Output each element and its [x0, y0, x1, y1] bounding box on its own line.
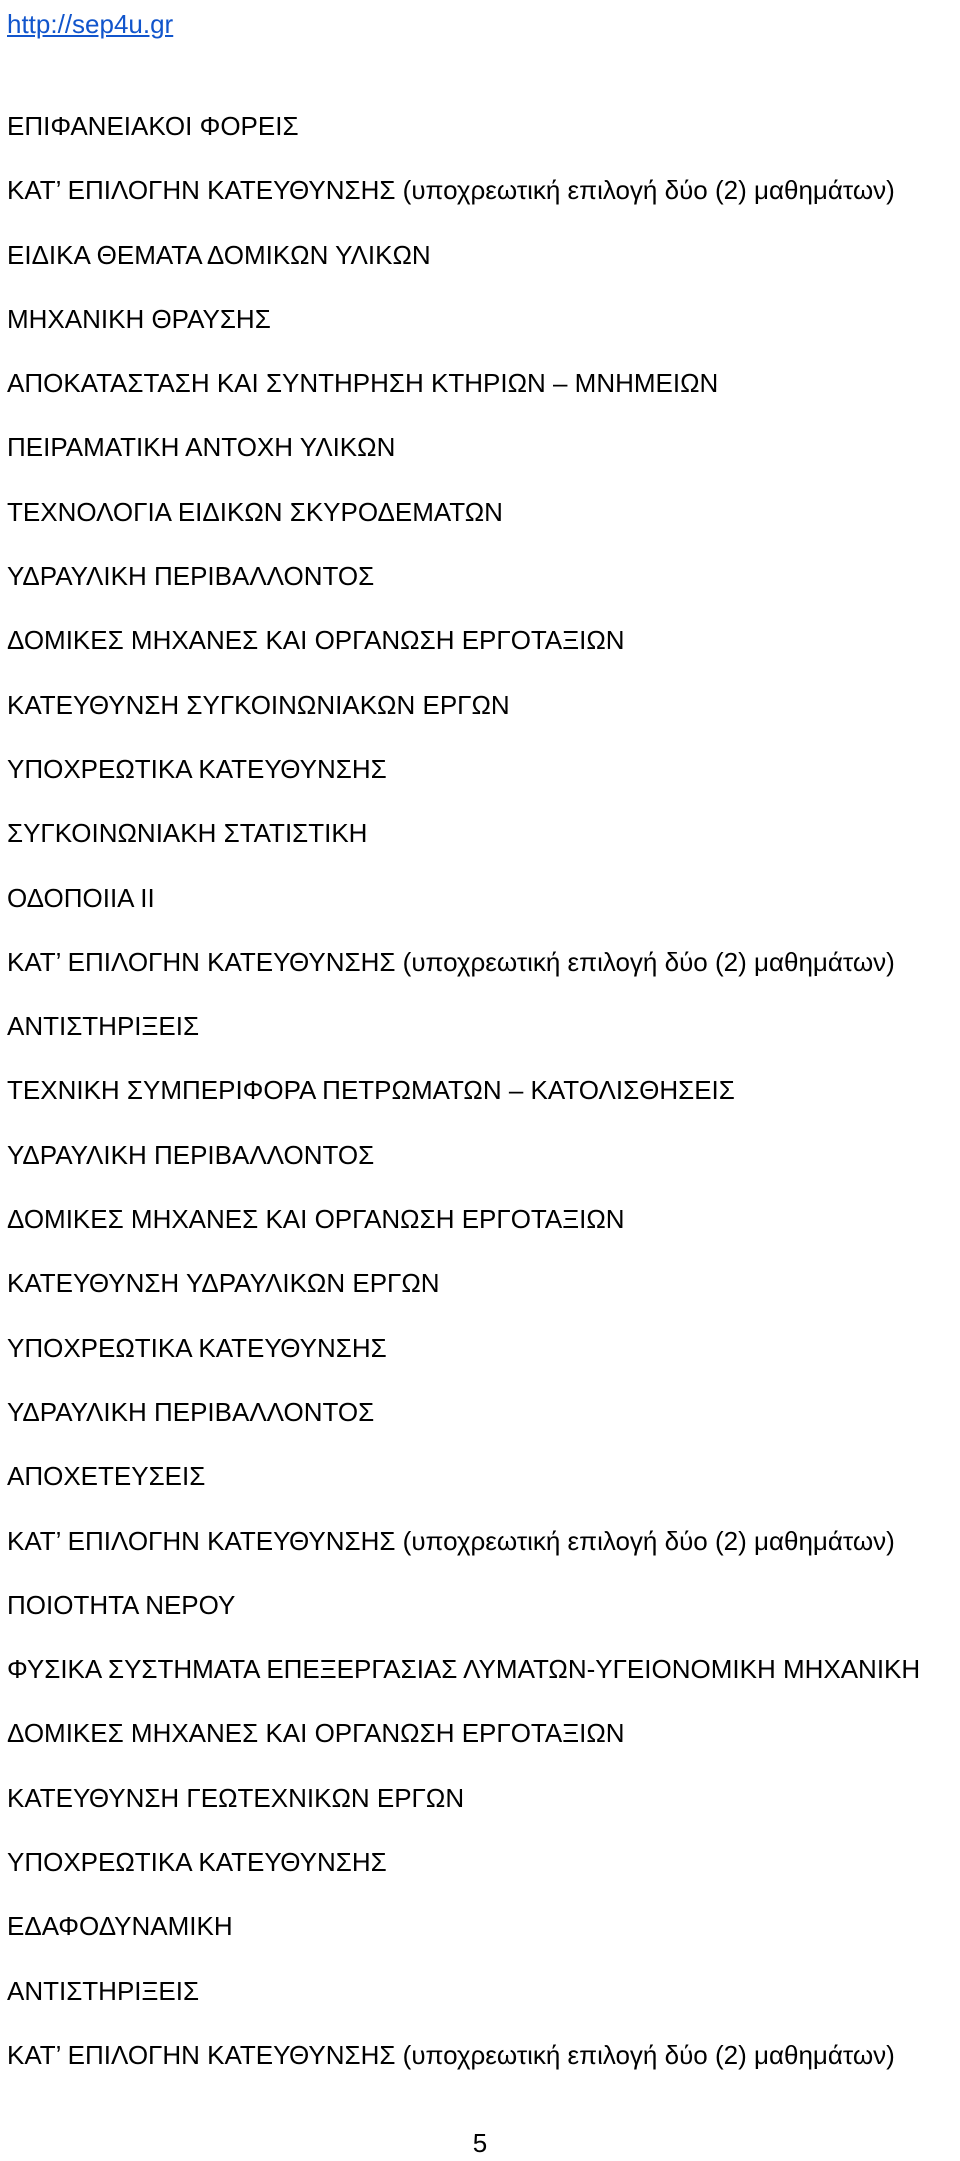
- text-line: ΔΟΜΙΚΕΣ ΜΗΧΑΝΕΣ ΚΑΙ ΟΡΓΑΝΩΣΗ ΕΡΓΟΤΑΞΙΩΝ: [7, 1204, 625, 1235]
- text-line: ΥΔΡΑΥΛΙΚΗ ΠΕΡΙΒΑΛΛΟΝΤΟΣ: [7, 1139, 375, 1170]
- course-list: [7, 106, 953, 2099]
- text-line: ΦΥΣΙΚΑ ΣΥΣΤΗΜΑΤΑ ΕΠΕΞΕΡΓΑΣΙΑΣ ΛΥΜΑΤΩΝ-ΥΓΕΙΟΝΟΜΙΚΗ ΜΗΧΑΝΙΚΗ: [7, 1654, 921, 1685]
- sep4u-link[interactable]: http://sep4u.gr: [7, 9, 174, 39]
- text-line: ΤΕΧΝΙΚΗ ΣΥΜΠΕΡΙΦΟΡΑ ΠΕΤΡΩΜΑΤΩΝ – ΚΑΤΟΛΙΣΘΗΣΕΙΣ: [7, 1075, 735, 1106]
- text-line: ΥΠΟΧΡΕΩΤΙΚΑ ΚΑΤΕΥΘΥΝΣΗΣ: [7, 1847, 387, 1878]
- text-line: ΤΕΧΝΟΛΟΓΙΑ ΕΙΔΙΚΩΝ ΣΚΥΡΟΔΕΜΑΤΩΝ: [7, 496, 503, 527]
- text-line: ΑΝΤΙΣΤΗΡΙΞΕΙΣ: [7, 1975, 200, 2006]
- text-line: ΚΑΤΕΥΘΥΝΣΗ ΣΥΓΚΟΙΝΩΝΙΑΚΩΝ ΕΡΓΩΝ: [7, 689, 510, 720]
- text-line: ΚΑΤ’ ΕΠΙΛΟΓΗΝ ΚΑΤΕΥΘΥΝΣΗΣ (υποχρεωτική επιλογή δύο (2) μαθημάτων): [7, 946, 895, 977]
- text-line: ΔΟΜΙΚΕΣ ΜΗΧΑΝΕΣ ΚΑΙ ΟΡΓΑΝΩΣΗ ΕΡΓΟΤΑΞΙΩΝ: [7, 625, 625, 656]
- text-line: ΥΠΟΧΡΕΩΤΙΚΑ ΚΑΤΕΥΘΥΝΣΗΣ: [7, 753, 387, 784]
- text-line: ΕΠΙΦΑΝΕΙΑΚΟΙ ΦΟΡΕΙΣ: [7, 111, 299, 141]
- text-line: ΥΔΡΑΥΛΙΚΗ ΠΕΡΙΒΑΛΛΟΝΤΟΣ: [7, 561, 375, 592]
- text-line: ΣΥΓΚΟΙΝΩΝΙΑΚΗ ΣΤΑΤΙΣΤΙΚΗ: [7, 818, 368, 849]
- text-line: ΥΠΟΧΡΕΩΤΙΚΑ ΚΑΤΕΥΘΥΝΣΗΣ: [7, 1332, 387, 1363]
- text-line: ΕΔΑΦΟΔΥΝΑΜΙΚΗ: [7, 1911, 233, 1942]
- text-line: ΚΑΤΕΥΘΥΝΣΗ ΥΔΡΑΥΛΙΚΩΝ ΕΡΓΩΝ: [7, 1268, 440, 1299]
- page-number: 5: [472, 2128, 488, 2158]
- text-line: ΚΑΤ’ ΕΠΙΛΟΓΗΝ ΚΑΤΕΥΘΥΝΣΗΣ (υποχρεωτική επιλογή δύο (2) μαθημάτων): [7, 175, 895, 206]
- text-line: ΠΕΙΡΑΜΑΤΙΚΗ ΑΝΤΟΧΗ ΥΛΙΚΩΝ: [7, 432, 396, 463]
- text-line: ΑΠΟΚΑΤΑΣΤΑΣΗ ΚΑΙ ΣΥΝΤΗΡΗΣΗ ΚΤΗΡΙΩΝ – ΜΝΗΜΕΙΩΝ: [7, 368, 719, 399]
- text-line: ΚΑΤ’ ΕΠΙΛΟΓΗΝ ΚΑΤΕΥΘΥΝΣΗΣ (υποχρεωτική επιλογή δύο (2) μαθημάτων): [7, 2039, 895, 2070]
- text-line: ΥΔΡΑΥΛΙΚΗ ΠΕΡΙΒΑΛΛΟΝΤΟΣ: [7, 1396, 375, 1427]
- text-line: ΠΟΙΟΤΗΤΑ ΝΕΡΟΥ: [7, 1589, 236, 1620]
- text-line: ΑΝΤΙΣΤΗΡΙΞΕΙΣ: [7, 1011, 200, 1042]
- text-line: ΟΔΟΠΟΙΙΑ ΙΙ: [7, 882, 155, 913]
- text-line: ΕΙΔΙΚΑ ΘΕΜΑΤΑ ΔΟΜΙΚΩΝ ΥΛΙΚΩΝ: [7, 239, 431, 270]
- text-line: ΚΑΤΕΥΘΥΝΣΗ ΓΕΩΤΕΧΝΙΚΩΝ ΕΡΓΩΝ: [7, 1782, 465, 1813]
- text-line: ΚΑΤ’ ΕΠΙΛΟΓΗΝ ΚΑΤΕΥΘΥΝΣΗΣ (υποχρεωτική επιλογή δύο (2) μαθημάτων): [7, 1525, 895, 1556]
- text-line: ΑΠΟΧΕΤΕΥΣΕΙΣ: [7, 1461, 206, 1492]
- text-line: ΔΟΜΙΚΕΣ ΜΗΧΑΝΕΣ ΚΑΙ ΟΡΓΑΝΩΣΗ ΕΡΓΟΤΑΞΙΩΝ: [7, 1718, 625, 1749]
- text-line: ΜΗΧΑΝΙΚΗ ΘΡΑΥΣΗΣ: [7, 303, 271, 334]
